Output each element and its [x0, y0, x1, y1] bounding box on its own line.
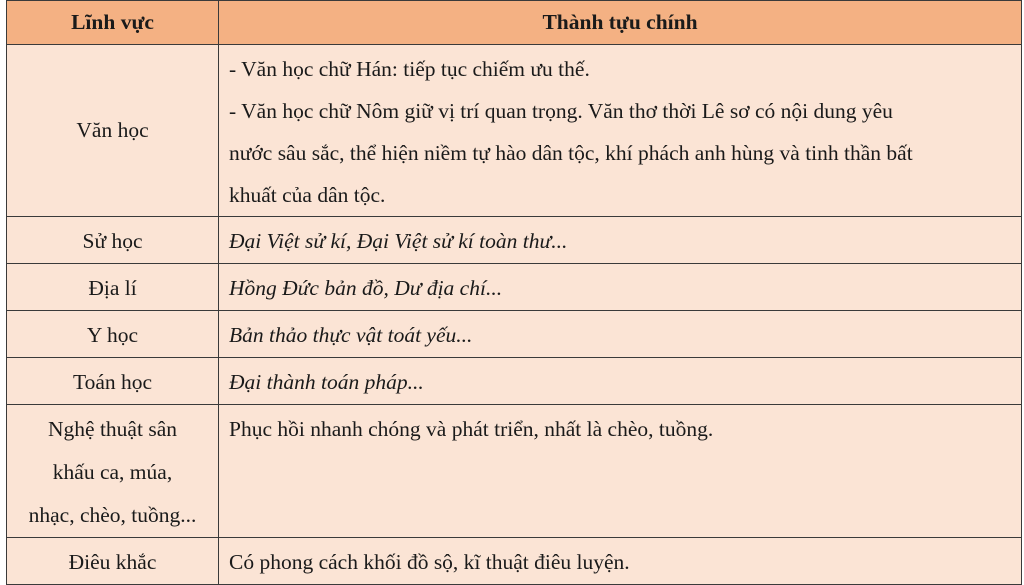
- field-line: Nghệ thuật sân: [48, 417, 177, 441]
- achievement-line: - Văn học chữ Hán: tiếp tục chiếm ưu thế.: [229, 57, 590, 81]
- table-row: [7, 538, 1022, 585]
- achievement-cell: [219, 45, 1022, 217]
- field-cell: Y học: [7, 311, 219, 358]
- achievement-line: - Văn học chữ Nôm giữ vị trí quan trọng. Văn thơ thời Lê sơ có nội dung yêu: [229, 99, 893, 123]
- field-cell: Sử học: [7, 217, 219, 264]
- field-cell: Điêu khắc: [7, 538, 219, 585]
- table-row: [7, 264, 1022, 311]
- achievements-table: [6, 0, 1022, 585]
- table-row: [7, 45, 1022, 217]
- field-line: nhạc, chèo, tuồng...: [28, 503, 197, 527]
- table-row: [7, 358, 1022, 405]
- table-row: [7, 217, 1022, 264]
- achievement-cell: Có phong cách khối đồ sộ, kĩ thuật điêu luyện.: [219, 538, 1022, 585]
- field-cell: Văn học: [7, 45, 219, 217]
- field-cell: [7, 405, 219, 538]
- field-cell: Địa lí: [7, 264, 219, 311]
- achievement-cell: Phục hồi nhanh chóng và phát triển, nhất là chèo, tuồng.: [219, 405, 1022, 538]
- field-line: khấu ca, múa,: [52, 460, 173, 484]
- achievement-line: khuất của dân tộc.: [229, 183, 386, 207]
- header-field: Lĩnh vực: [7, 1, 219, 45]
- achievement-cell: Bản thảo thực vật toát yếu...: [219, 311, 1022, 358]
- achievement-cell: Hồng Đức bản đồ, Dư địa chí...: [219, 264, 1022, 311]
- achievement-cell: Đại thành toán pháp...: [219, 358, 1022, 405]
- field-cell: Toán học: [7, 358, 219, 405]
- table-row: [7, 405, 1022, 538]
- achievement-cell: Đại Việt sử kí, Đại Việt sử kí toàn thư...: [219, 217, 1022, 264]
- table-row: [7, 311, 1022, 358]
- header-achievements: Thành tựu chính: [219, 1, 1022, 45]
- table-header-row: [7, 1, 1022, 45]
- achievement-line: nước sâu sắc, thể hiện niềm tự hào dân tộc, khí phách anh hùng và tinh thần bất: [229, 141, 913, 165]
